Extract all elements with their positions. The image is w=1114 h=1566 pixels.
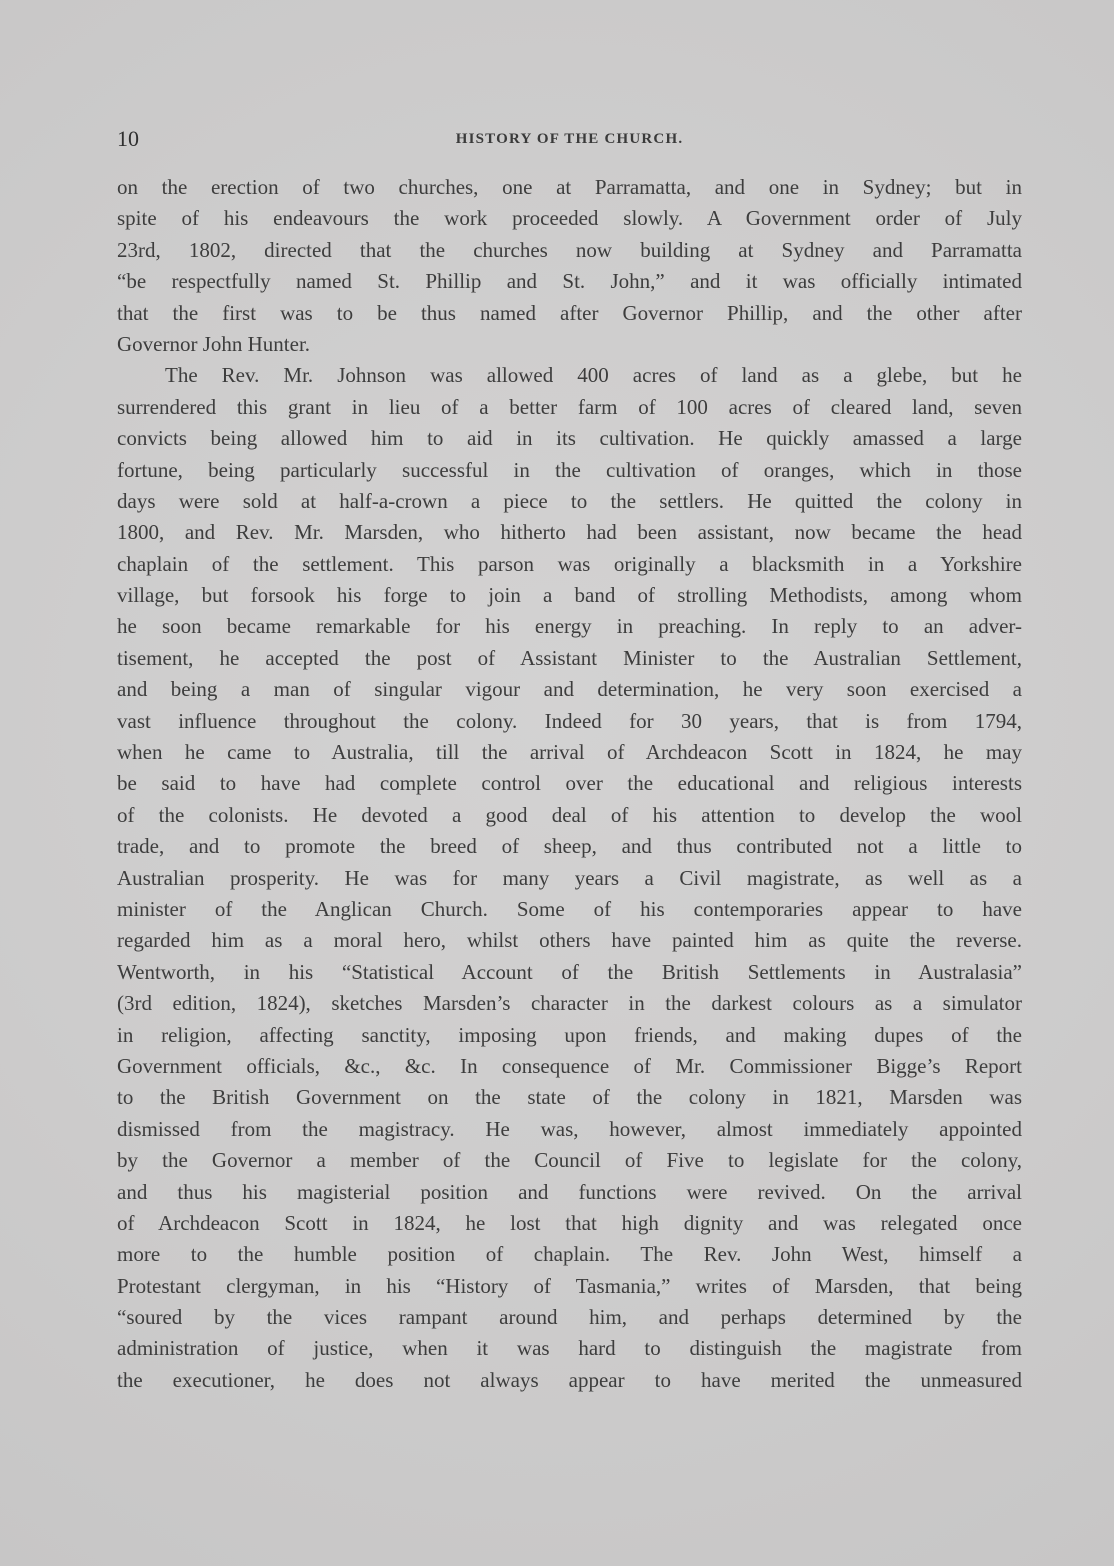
text-line: more to the humble position of chaplain. The Rev. John West, himself a — [117, 1242, 1022, 1267]
text-line: administration of justice, when it was hard to distinguish the magistrate from — [117, 1336, 1022, 1361]
text-line: be said to have had complete control over the educational and religious interests — [117, 771, 1022, 796]
text-line: dismissed from the magistracy. He was, however, almost immediately appointed — [117, 1116, 1022, 1141]
text-line: days were sold at half-a-crown a piece to the settlers. He quitted the colony in — [117, 488, 1022, 513]
text-line: and thus his magisterial position and functions were revived. On the arrival — [117, 1179, 1022, 1204]
text-line: in religion, affecting sanctity, imposing upon friends, and making dupes of the — [117, 1022, 1022, 1047]
text-line: The Rev. Mr. Johnson was allowed 400 acres of land as a glebe, but he — [165, 363, 1022, 388]
text-line: the executioner, he does not always appear to have merited the unmeasured — [117, 1367, 1022, 1392]
text-line: that the first was to be thus named after Governor Phillip, and the other after — [117, 300, 1022, 325]
running-head — [117, 126, 1022, 156]
text-line: Protestant clergyman, in his “History of Tasmania,” writes of Marsden, that being — [117, 1273, 1022, 1298]
text-line: “soured by the vices rampant around him, and perhaps determined by the — [117, 1305, 1022, 1330]
text-line: to the British Government on the state of the colony in 1821, Marsden was — [117, 1085, 1022, 1110]
text-line: trade, and to promote the breed of sheep, and thus contributed not a little to — [117, 834, 1022, 859]
page-number: 10 — [117, 126, 139, 151]
text-line: 1800, and Rev. Mr. Marsden, who hitherto had been assistant, now became the head — [117, 520, 1022, 545]
text-line: of the colonists. He devoted a good deal of his attention to develop the wool — [117, 802, 1022, 827]
body-text — [117, 172, 1022, 1396]
text-line: surrendered this grant in lieu of a better farm of 100 acres of cleared land, seven — [117, 394, 1022, 419]
text-line: when he came to Australia, till the arrival of Archdeacon Scott in 1824, he may — [117, 740, 1022, 765]
text-line: Governor John Hunter. — [117, 331, 311, 356]
text-line: village, but forsook his forge to join a band of strolling Methodists, among whom — [117, 583, 1022, 608]
text-line: (3rd edition, 1824), sketches Marsden’s character in the darkest colours as a simulator — [117, 991, 1022, 1016]
text-line: tisement, he accepted the post of Assistant Minister to the Australian Settlement, — [117, 645, 1022, 670]
text-line: by the Governor a member of the Council of Five to legislate for the colony, — [117, 1148, 1022, 1173]
text-line: fortune, being particularly successful in the cultivation of oranges, which in those — [117, 457, 1022, 482]
page-title: HISTORY OF THE CHURCH. — [455, 131, 684, 147]
text-line: minister of the Anglican Church. Some of his contemporaries appear to have — [117, 896, 1022, 921]
text-line: Australian prosperity. He was for many years a Civil magistrate, as well as a — [117, 865, 1022, 890]
text-line: vast influence throughout the colony. Indeed for 30 years, that is from 1794, — [117, 708, 1022, 733]
text-line: he soon became remarkable for his energy in preaching. In reply to an adver- — [117, 614, 1022, 639]
text-line: spite of his endeavours the work proceeded slowly. A Government order of July — [117, 206, 1022, 231]
text-line: chaplain of the settlement. This parson was originally a blacksmith in a Yorkshire — [117, 551, 1022, 576]
text-line: of Archdeacon Scott in 1824, he lost that high dignity and was relegated once — [117, 1210, 1022, 1235]
text-line: and being a man of singular vigour and determination, he very soon exercised a — [117, 677, 1022, 702]
text-line: regarded him as a moral hero, whilst others have painted him as quite the reverse. — [117, 928, 1022, 953]
text-line: Wentworth, in his “Statistical Account of the British Settlements in Australasia” — [117, 959, 1022, 984]
text-line: 23rd, 1802, directed that the churches now building at Sydney and Parramatta — [117, 237, 1022, 262]
text-line: Government officials, &c., &c. In consequence of Mr. Commissioner Bigge’s Report — [117, 1053, 1022, 1078]
text-line: convicts being allowed him to aid in its cultivation. He quickly amassed a large — [117, 426, 1022, 451]
text-line: on the erection of two churches, one at Parramatta, and one in Sydney; but in — [117, 175, 1022, 199]
text-line: “be respectfully named St. Phillip and St. John,” and it was officially intimated — [117, 269, 1022, 294]
